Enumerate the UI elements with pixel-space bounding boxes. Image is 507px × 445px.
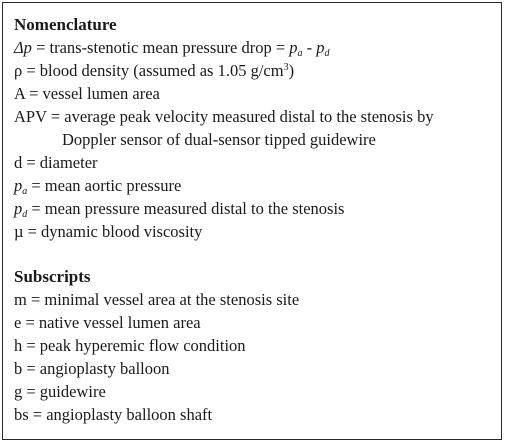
pressure-a-symbol: p bbox=[289, 38, 298, 57]
term-diameter: d = diameter bbox=[14, 153, 98, 172]
minus-sign: - bbox=[302, 38, 317, 57]
pressure-a-subscript: a bbox=[297, 48, 303, 59]
distal-pressure-symbol: p bbox=[14, 199, 23, 218]
section-gap bbox=[14, 243, 491, 266]
aortic-pressure-symbol: p bbox=[14, 176, 23, 195]
pressure-drop-desc: = trans-stenotic mean pressure drop = bbox=[31, 38, 290, 57]
distal-pressure-desc: = mean pressure measured distal to the stenosis bbox=[27, 199, 345, 218]
subscript-item: e = native vessel lumen area bbox=[14, 313, 201, 332]
subscripts-heading: Subscripts bbox=[14, 267, 91, 286]
nomenclature-box bbox=[2, 2, 502, 440]
term-aortic-pressure bbox=[14, 174, 491, 197]
pressure-d-symbol: p bbox=[316, 38, 325, 57]
term-viscosity: µ = dynamic blood viscosity bbox=[14, 222, 203, 241]
term-distal-pressure bbox=[14, 197, 491, 220]
term-blood-density bbox=[14, 59, 491, 82]
subscript-item: m = minimal vessel area at the stenosis site bbox=[14, 290, 300, 309]
aortic-pressure-desc: = mean aortic pressure bbox=[27, 176, 182, 195]
term-lumen-area: A = vessel lumen area bbox=[14, 84, 160, 103]
pressure-drop-symbol: Δp bbox=[14, 38, 32, 57]
distal-pressure-subscript: d bbox=[22, 209, 28, 220]
term-apv-line1: APV = average peak velocity measured distal to the stenosis by bbox=[14, 107, 434, 126]
term-apv-line2: Doppler sensor of dual-sensor tipped guidewire bbox=[62, 130, 376, 149]
nomenclature-heading: Nomenclature bbox=[14, 15, 117, 34]
subscript-item: b = angioplasty balloon bbox=[14, 359, 170, 378]
pressure-d-subscript: d bbox=[324, 48, 330, 59]
density-desc: = blood density (assumed as 1.05 g/cm bbox=[22, 61, 284, 80]
subscript-item: h = peak hyperemic flow condition bbox=[14, 336, 246, 355]
subscript-item: bs = angioplasty balloon shaft bbox=[14, 405, 213, 424]
term-pressure-drop bbox=[14, 36, 491, 59]
density-symbol: ρ bbox=[14, 61, 23, 80]
subscript-item: g = guidewire bbox=[14, 382, 106, 401]
density-exponent: 3 bbox=[283, 62, 289, 73]
aortic-pressure-subscript: a bbox=[22, 186, 28, 197]
density-close: ) bbox=[288, 61, 295, 80]
